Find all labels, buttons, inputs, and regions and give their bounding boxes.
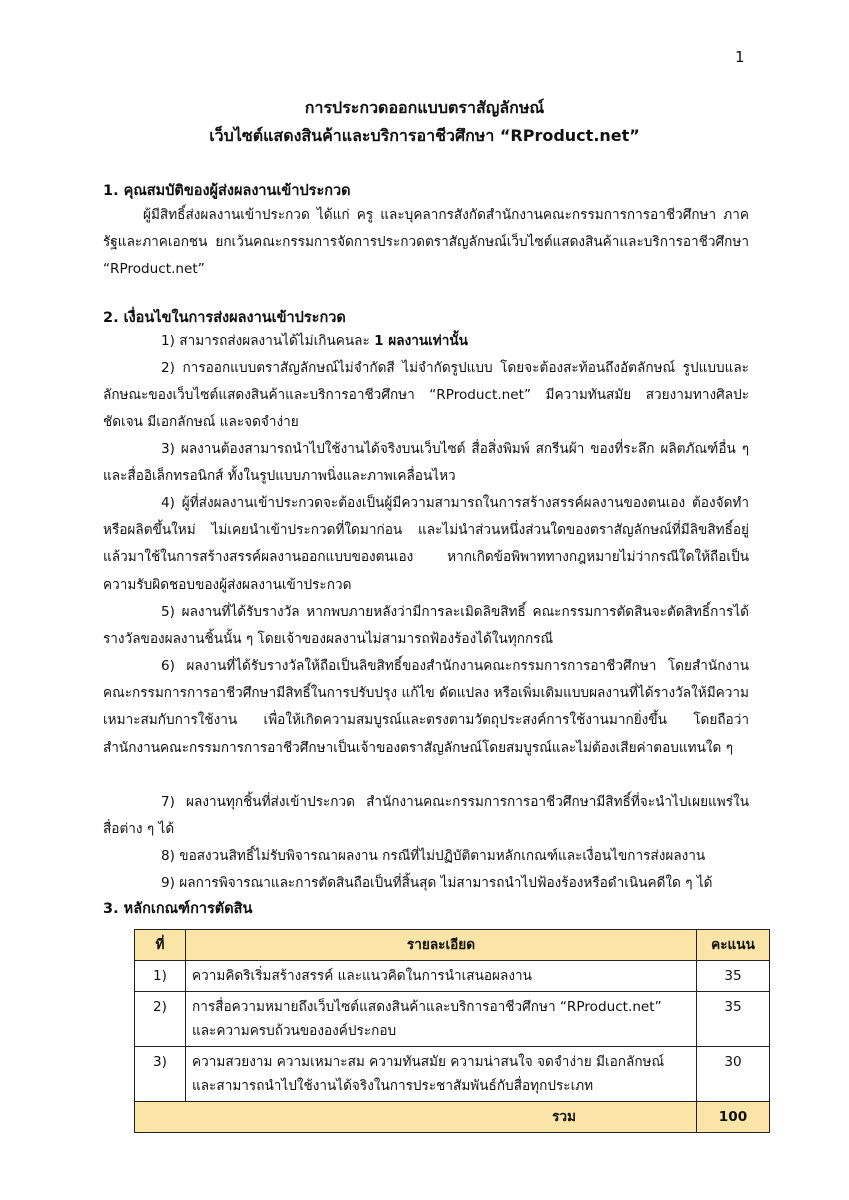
row-detail: ความสวยงาม ความเหมาะสม ความทันสมัย ความน่าสนใจ จดจำง่าย มีเอกลักษณ์ และสามารถนำไปใช้งานได้จริงในการประชาสัมพันธ์กับสื่อทุกประเภท: [186, 1047, 697, 1102]
document-subtitle: เว็บไซต์แสดงสินค้าและบริการอาชีวศึกษา “RProduct.net”: [209, 126, 640, 145]
header-detail: รายละเอียด: [186, 930, 697, 961]
row-score: 35: [697, 992, 770, 1047]
section-3-heading: 3. หลักเกณฑ์การตัดสิน: [103, 901, 253, 917]
row-detail: การสื่อความหมายถึงเว็บไซต์แสดงสินค้าและบริการอาชีวศึกษา “RProduct.net” และความครบถ้วนขององค์ประกอบ: [186, 992, 697, 1047]
total-label: รวม: [135, 1102, 697, 1133]
header-no: ที่: [135, 930, 186, 961]
row-detail: ความคิดริเริ่มสร้างสรรค์ และแนวคิดในการนำเสนอผลงาน: [186, 961, 697, 992]
condition-item-text: 1) สามารถส่งผลงานได้ไม่เกินคนละ: [161, 333, 375, 349]
condition-item: [103, 843, 749, 870]
row-no: 2): [135, 992, 186, 1047]
condition-item-text: 3) ผลงานต้องสามารถนำไปใช้งานได้จริงบนเว็บไซต์ สื่อสิ่งพิมพ์ สกรีนผ้า ของที่ระลึก ผลิตภัณฑ์อื่น ๆ และสื่ออิเล็กทรอนิกส์ ทั้งในรูปแบบภาพนิ่งและภาพเคลื่อนไหว: [103, 441, 749, 485]
section-1-heading: 1. คุณสมบัติของผู้ส่งผลงานเข้าประกวด: [103, 183, 351, 199]
section-1-text: ผู้มีสิทธิ์ส่งผลงานเข้าประกวด ได้แก่ ครู และบุคลากรสังกัดสำนักงานคณะกรรมการการอาชีวศึกษา ภาครัฐและภาคเอกชน ยกเว้นคณะกรรมการจัดการประกวดตราสัญลักษณ์เว็บไซต์แสดงสินค้าและบริการอาชีวศึกษา “RProduct.net”: [103, 207, 749, 278]
row-no: 3): [135, 1047, 186, 1102]
condition-item-emphasis: 1 ผลงานเท่านั้น: [374, 333, 468, 349]
condition-item-text: 8) ขอสงวนสิทธิ์ไม่รับพิจารณาผลงาน กรณีที่ไม่ปฏิบัติตามหลักเกณฑ์และเงื่อนไขการส่งผลงาน: [161, 848, 706, 864]
document-title: การประกวดออกแบบตราสัญลักษณ์: [304, 98, 545, 117]
row-score: 35: [697, 961, 770, 992]
row-no: 1): [135, 961, 186, 992]
header-score: คะแนน: [697, 930, 770, 961]
condition-item: [103, 789, 749, 843]
condition-item-text: 9) ผลการพิจารณาและการตัดสินถือเป็นที่สิ้นสุด ไม่สามารถนำไปฟ้องร้องหรือดำเนินคดีใด ๆ ได้: [161, 875, 713, 891]
criteria-table: [134, 929, 770, 1133]
table-row: [135, 1047, 770, 1102]
section-2-heading: 2. เงื่อนไขในการส่งผลงานเข้าประกวด: [103, 310, 346, 326]
condition-item-text: 5) ผลงานที่ได้รับรางวัล หากพบภายหลังว่ามีการละเมิดลิขสิทธิ์ คณะกรรมการตัดสินจะตัดสิทธิ์การได้รางวัลของผลงานชิ้นนั้น ๆ โดยเจ้าของผลงานไม่สามารถฟ้องร้องได้ในทุกกรณี: [103, 604, 749, 648]
condition-item: [103, 436, 749, 490]
page-number: 1: [735, 48, 745, 66]
table-row: [135, 992, 770, 1047]
condition-item: [103, 870, 749, 897]
condition-item-text: 7) ผลงานทุกชิ้นที่ส่งเข้าประกวด สำนักงานคณะกรรมการการอาชีวศึกษามีสิทธิ์ที่จะนำไปเผยแพร่ในสื่อต่าง ๆ ได้: [103, 794, 749, 838]
condition-item: [103, 653, 749, 762]
total-score: 100: [697, 1102, 770, 1133]
condition-item-text: 4) ผู้ที่ส่งผลงานเข้าประกวดจะต้องเป็นผู้มีความสามารถในการสร้างสรรค์ผลงานของตนเอง ต้องจัดทำหรือผลิตขึ้นใหม่ ไม่เคยนำเข้าประกวดที่ใดมาก่อน และไม่นำส่วนหนึ่งส่วนใดของตราสัญลักษณ์ที่มีลิขสิทธิ์อยู่แล้วมาใช้ในการสร้างสรรค์ผลงานออกแบบของตนเอง หากเกิดข้อพิพาททางกฎหมายไม่ว่ากรณีใดให้ถือเป็นความรับผิดชอบของผู้ส่งผลงานเข้าประกวด: [103, 495, 749, 593]
condition-item-text: 2) การออกแบบตราสัญลักษณ์ไม่จำกัดสี ไม่จำกัดรูปแบบ โดยจะต้องสะท้อนถึงอัตลักษณ์ รูปแบบและลักษณะของเว็บไซต์แสดงสินค้าและบริการอาชีวศึกษา “RProduct.net” มีความทันสมัย สวยงามทางศิลปะ ชัดเจน มีเอกลักษณ์ และจดจำง่าย: [103, 360, 749, 431]
condition-item: [103, 328, 749, 355]
table-header-row: [135, 930, 770, 961]
section-1-body: [103, 202, 749, 284]
row-score: 30: [697, 1047, 770, 1102]
condition-item-text: 6) ผลงานที่ได้รับรางวัลให้ถือเป็นลิขสิทธิ์ของสำนักงานคณะกรรมการการอาชีวศึกษา โดยสำนักงานคณะกรรมการการอาชีวศึกษามีสิทธิ์ในการปรับปรุง แก้ไข ดัดแปลง หรือเพิ่มเติมแบบผลงานที่ได้รางวัลให้มีความเหมาะสมกับการใช้งาน เพื่อให้เกิดความสมบูรณ์และตรงตามวัตถุประสงค์การใช้งานมากยิ่งขึ้น โดยถือว่าสำนักงานคณะกรรมการการอาชีวศึกษาเป็นเจ้าของตราสัญลักษณ์โดยสมบูรณ์และไม่ต้องเสียค่าตอบแทนใด ๆ: [103, 658, 749, 756]
condition-item: [103, 355, 749, 437]
table-total-row: [135, 1102, 770, 1133]
table-row: [135, 961, 770, 992]
condition-item: [103, 599, 749, 653]
condition-item: [103, 490, 749, 599]
